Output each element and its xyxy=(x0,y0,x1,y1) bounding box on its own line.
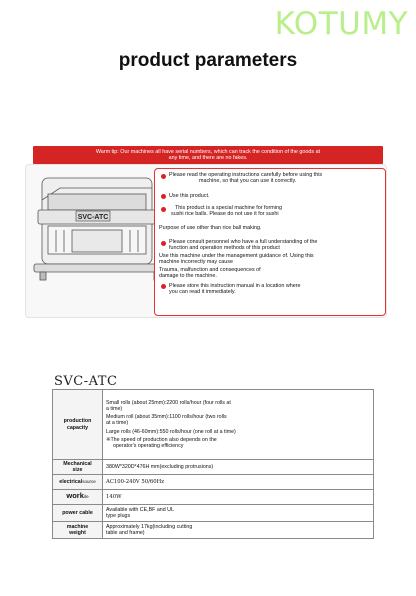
warm-tip-line-1: Warm tip: Our machines all have serial numbers, which can track the condition of the goods at xyxy=(95,148,321,155)
spec-value-capacity: Small rolls (about 25mm):2200 rolls/hour (four rolls at a time) Medium roll (about 35mm):1100 rolls/hour (two rolls at a time) Large rolls (46-60mm):550 rolls/hour (one roll at a time) ※The speed of production also depends on the operator's operating efficiency xyxy=(103,390,374,460)
notice-8: Please store this instruction manual in a location where you can read it immediately. xyxy=(169,283,301,296)
spec-key-weight: machine weight xyxy=(53,522,103,539)
spec-key-cable: power cable xyxy=(53,505,103,522)
notice-3: This product is a special machine for forming sushi rice balls. Please do not use it for sushi xyxy=(171,205,282,218)
spec-value-cable: Available with CE,BF and UL type plugs xyxy=(103,505,374,522)
warning-dot-icon xyxy=(161,284,166,289)
notice-2: Use this product. xyxy=(169,193,210,199)
spec-table xyxy=(52,389,374,539)
warm-tip-line-2: any time, and there are no fakes. xyxy=(168,154,248,161)
warning-dot-icon xyxy=(161,241,166,246)
spec-key-power: electricalsource xyxy=(53,475,103,490)
table-row xyxy=(53,505,374,522)
notice-4: Purpose of use other than rice ball making. xyxy=(159,225,262,231)
spec-key-capacity: production capacity xyxy=(53,390,103,460)
table-row xyxy=(53,475,374,490)
spec-value-power: AC100-240V 50/60Hz xyxy=(103,475,374,490)
page-title: product parameters xyxy=(118,50,298,71)
notice-5: Please consult personnel who have a full understanding of the function and operation methods of this product xyxy=(169,239,318,252)
table-row xyxy=(53,460,374,475)
spec-value-size: 380W*320D*476H mm(excluding protrusions) xyxy=(103,460,374,475)
table-row xyxy=(53,490,374,505)
warning-dot-icon xyxy=(161,194,166,199)
brand-logo: KOTUMY xyxy=(274,6,408,42)
spec-key-size: Mechanical size xyxy=(53,460,103,475)
spec-key-work: workite xyxy=(53,490,103,505)
spec-value-weight: Approximately 17kg(including cutting table and frame) xyxy=(103,522,374,539)
notice-panel xyxy=(154,168,386,316)
spec-value-work: 140W xyxy=(103,490,374,505)
notice-1: Please read the operating instructions carefully before using this machine, so that you can use it correctly. xyxy=(169,172,323,185)
notice-6: Use this machine under the management guidance of. Using this machine incorrectly may cause xyxy=(159,253,314,266)
warm-tip-banner xyxy=(33,146,383,164)
table-row xyxy=(53,522,374,539)
model-name: SVC-ATC xyxy=(54,374,118,389)
table-row xyxy=(53,390,374,460)
warning-dot-icon xyxy=(161,207,166,212)
notice-7: Trauma, malfunction and consequences of damage to the machine. xyxy=(159,267,261,280)
machine-label: SVC-ATC xyxy=(77,214,109,221)
warning-dot-icon xyxy=(161,174,166,179)
